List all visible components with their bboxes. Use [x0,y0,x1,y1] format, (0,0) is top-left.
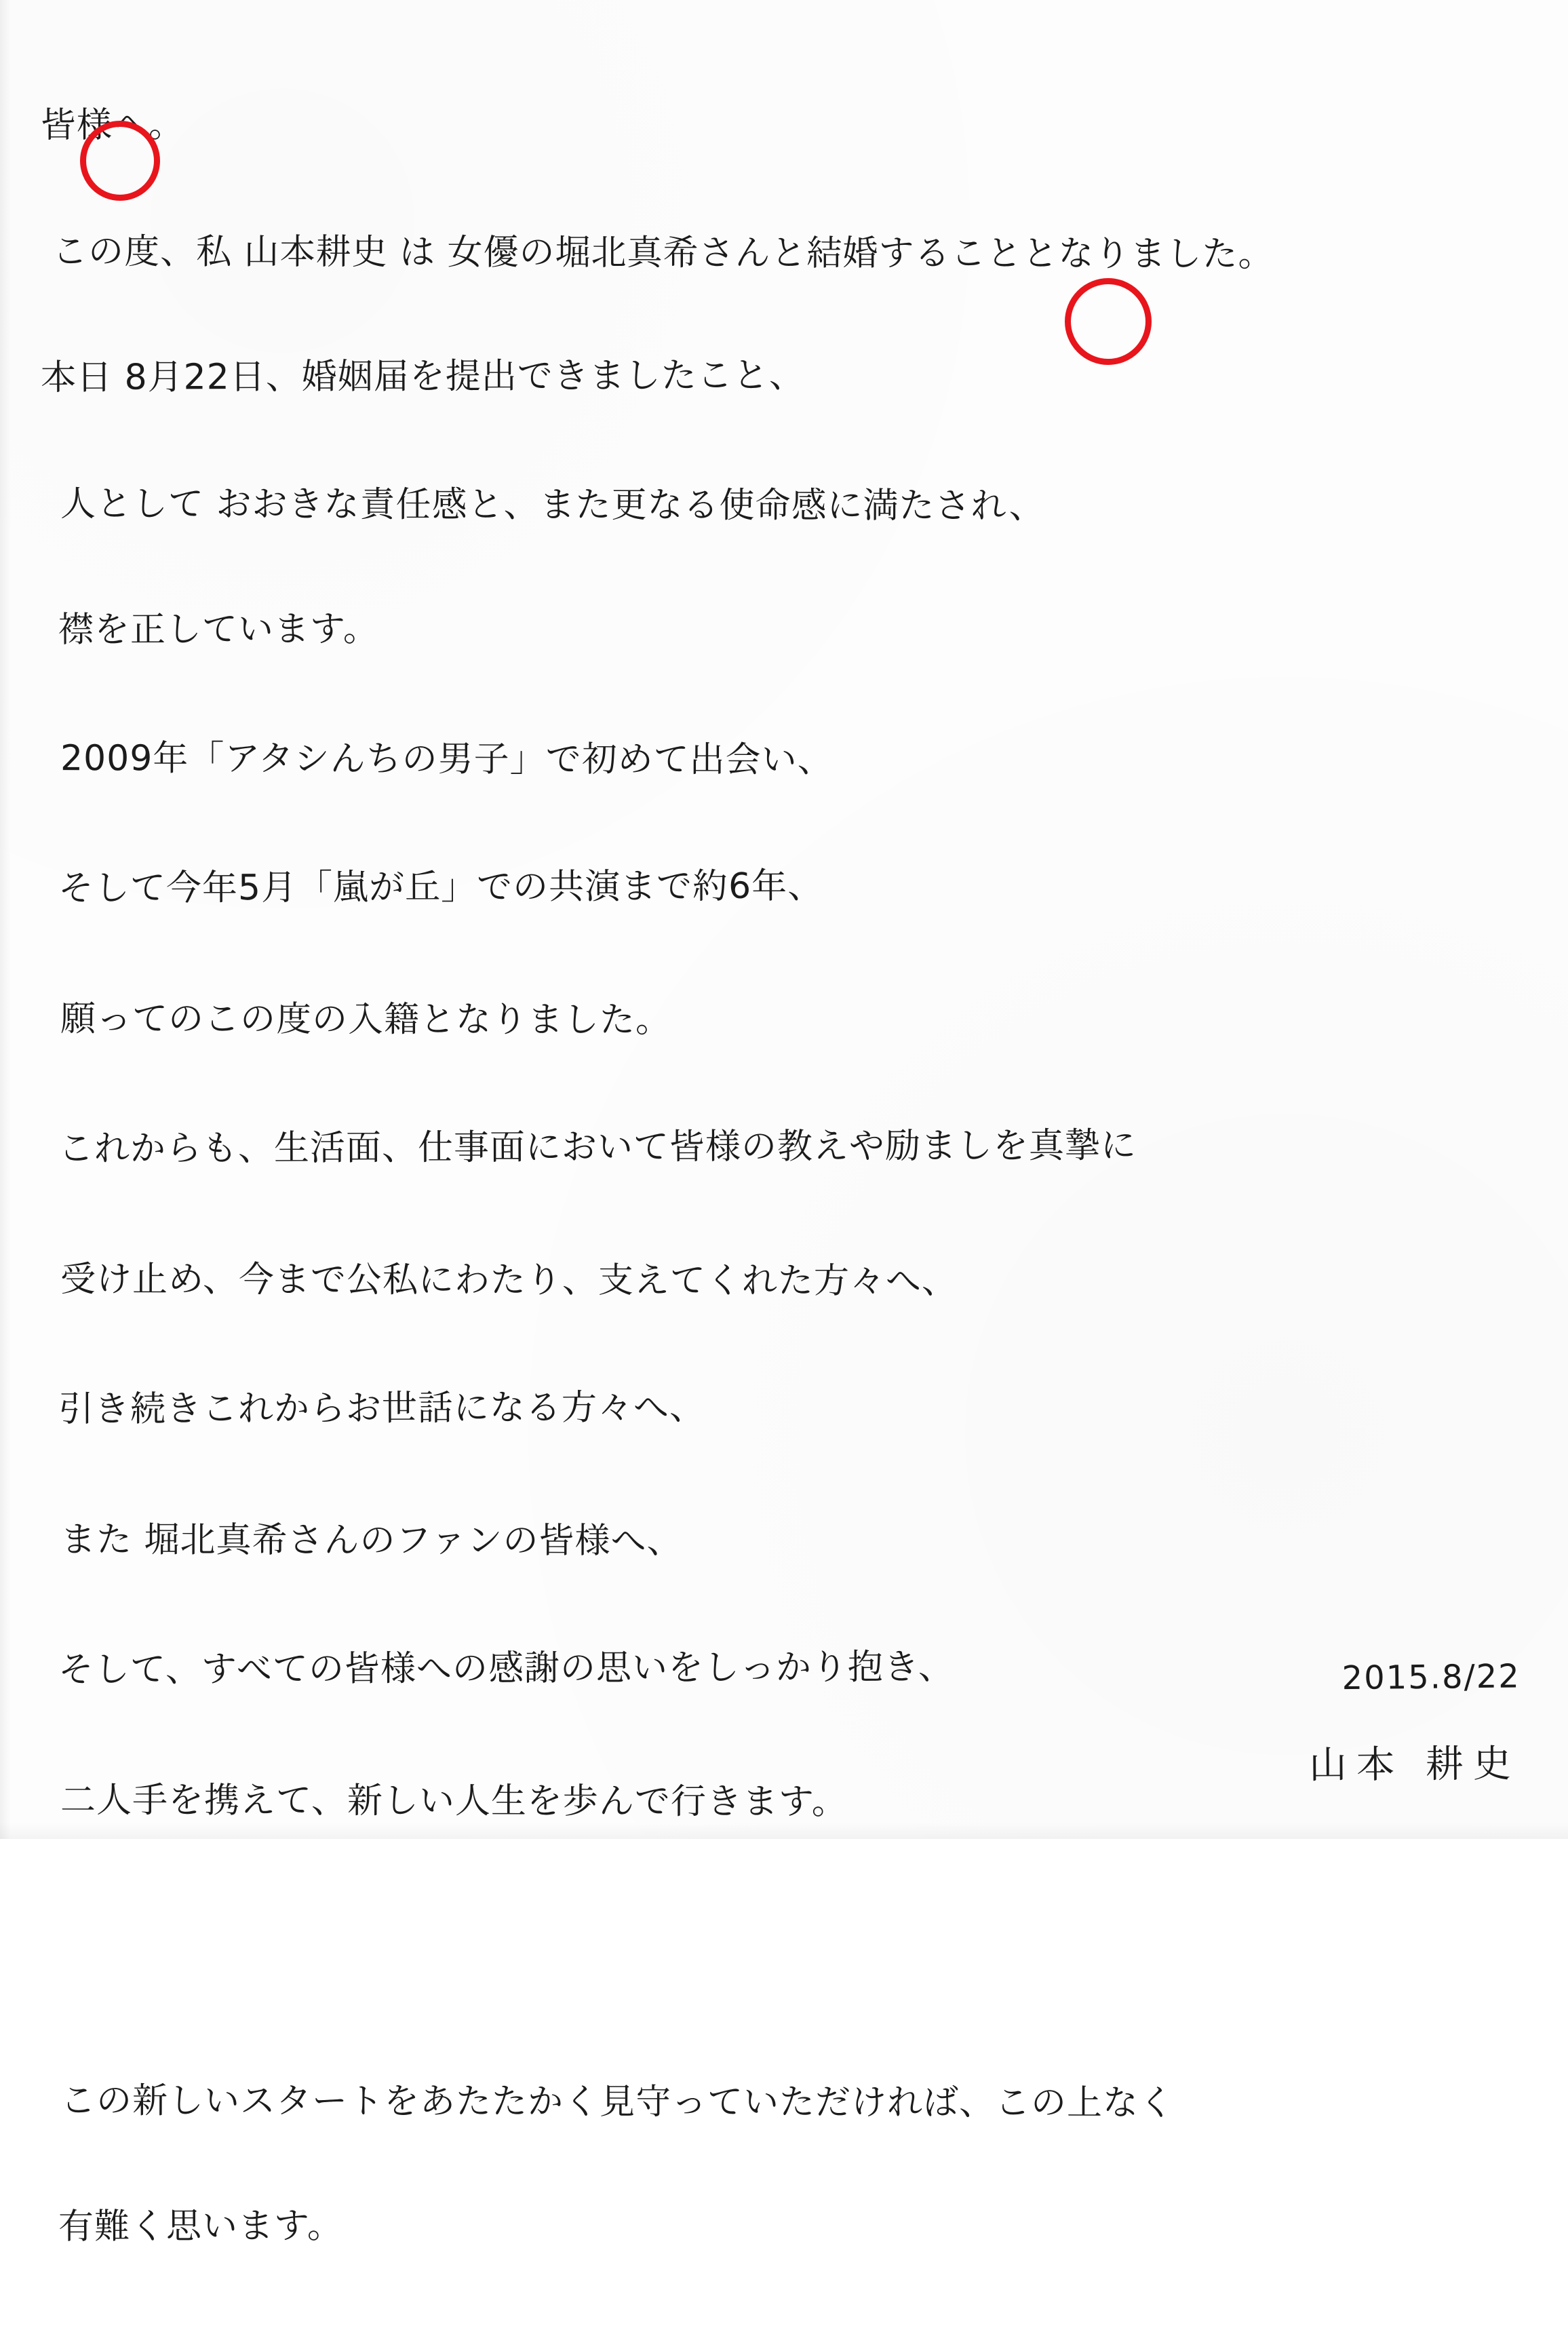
page-edge-shadow-left [0,0,11,1839]
letter-line: 襟を正しています。 [58,608,379,651]
letter-line: 願ってのこの度の入籍となりました。 [60,998,672,1041]
signature-block [1309,1658,1521,1789]
letter-line: 二人手を携えて、新しい人生を歩んで行きます。 [60,1780,848,1823]
letter-line: 皆様へ。 [40,104,185,146]
letter-line-blank [41,1896,1533,2002]
annotation-circle-1 [80,121,160,201]
letter-line: 受け止め、今まで公私にわたり、支えてくれた方々へ、 [60,1259,958,1302]
letter-line: 人として おおきな責任感と、また更なる使命感に満たされ、 [60,484,1045,527]
letter-line: 本日 8月22日、婚姻届を提出できましたこと、 [40,355,805,398]
letter-line: 引き続きこれからお世話になる方々へ、 [58,1386,706,1430]
letter-body [41,27,1533,2325]
letter-line: そして、すべての皆様への感謝の思いをしっかり抱き、 [58,1646,954,1690]
letter-line: 2009年「アタシんちの男子」で初めて出会い、 [60,738,834,781]
letter-line: これからも、生活面、仕事面において皆様の教えや励ましを真摯に [58,1125,1137,1169]
letter-line: 有難く思います。 [58,2205,343,2247]
signature-date: 2015.8/22 [1341,1657,1521,1698]
signature-name: 山本 耕史 [1308,1741,1521,1788]
letter-line: この新しいスタートをあたたかく見守っていただければ、この上なく [60,2080,1175,2124]
annotation-circle-2 [1065,278,1152,365]
letter-line: また 堀北真希さんのファンの皆様へ、 [60,1519,683,1562]
letter-line: この度、私 山本耕史 は 女優の堀北真希さんと結婚することとなりました。 [52,231,1274,275]
letter-line: そして今年5月「嵐が丘」での共演まで約6年、 [58,866,824,909]
